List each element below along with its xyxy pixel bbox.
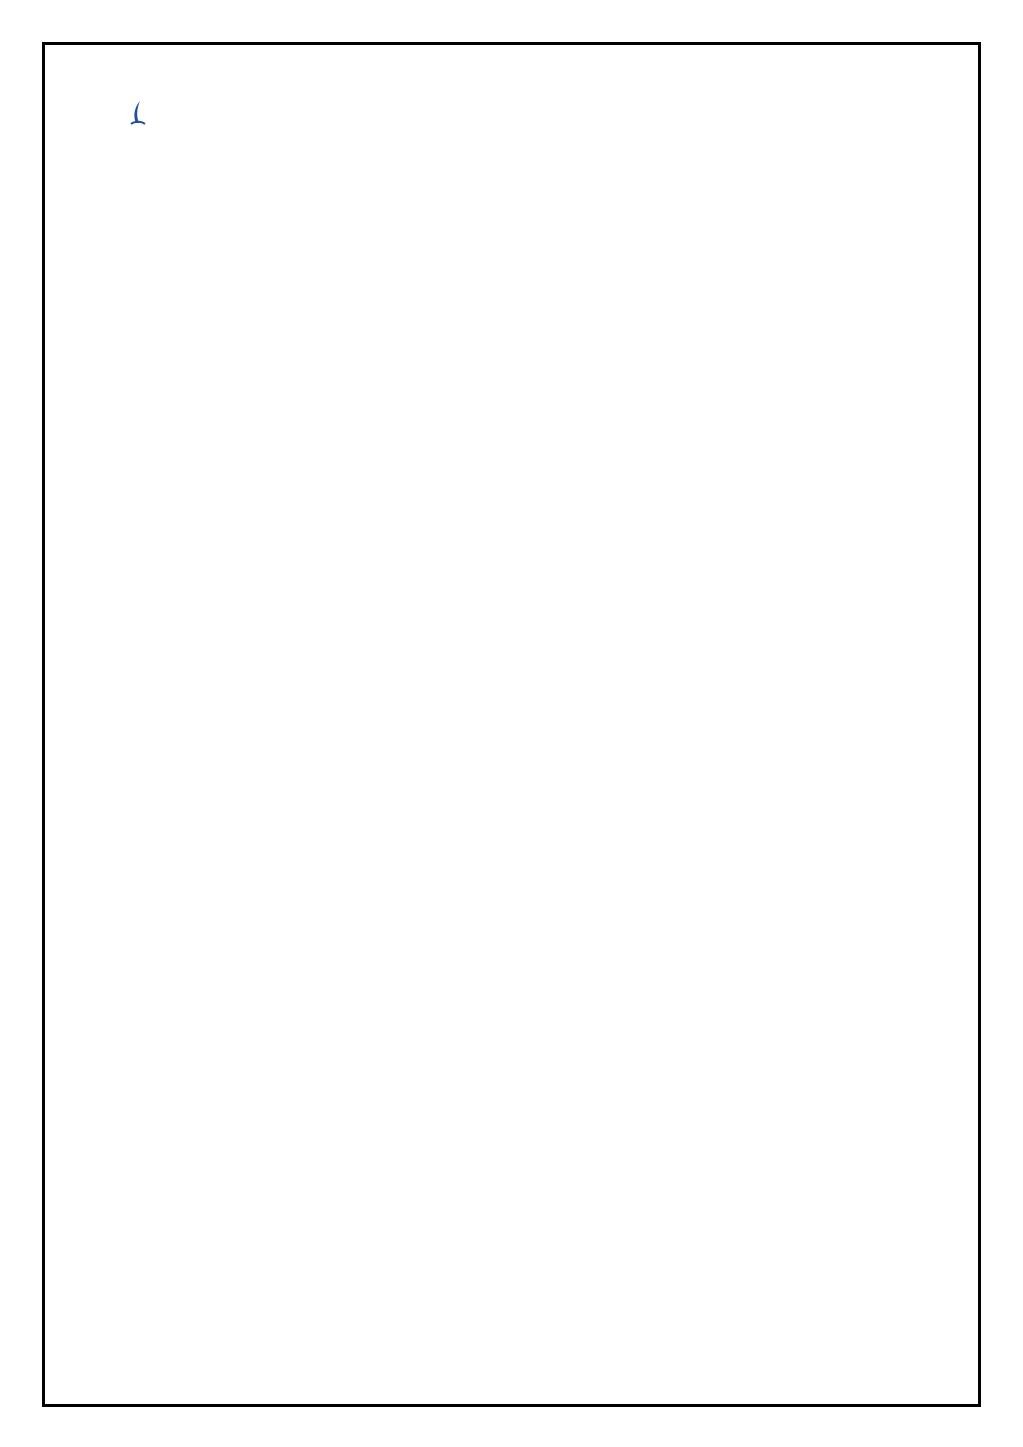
- page-frame: [42, 42, 981, 1407]
- logo: [130, 100, 148, 126]
- sail-logo-icon: [130, 100, 146, 126]
